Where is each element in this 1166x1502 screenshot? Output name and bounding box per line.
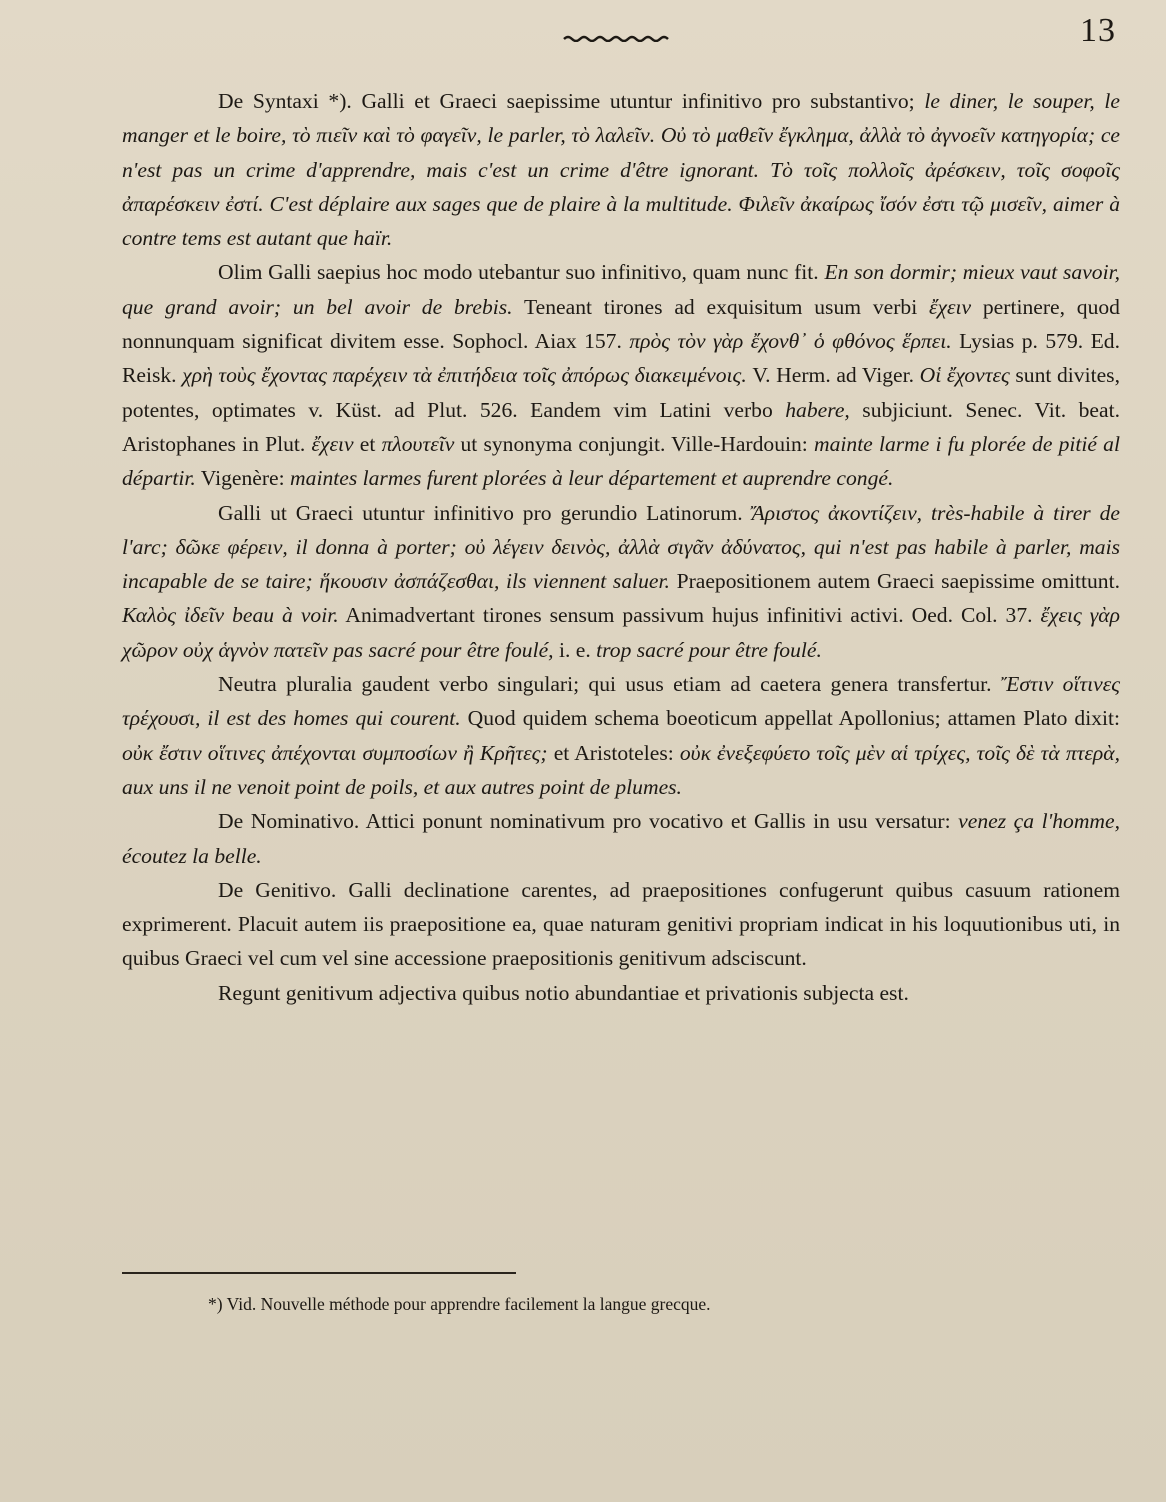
text-run: sunt divites, potentes, optimates v. Küst. ad Plut. 526. Eandem vim Latini verbo [122,363,1120,422]
italic-text: χρὴ τοὺς ἔχοντας παρέχειν τὰ ἐπιτήδεια τοῖς ἀπόρως διακειμένοις. [182,363,747,388]
text-run: Quod quidem schema boeoticum appellat Apollonius; attamen Plato dixit: [460,706,1120,731]
italic-text: ἔχειν [311,431,354,456]
italic-text: οὐκ ἐνεξεφύετο τοῖς μὲν αἱ τρίχες, τοῖς δὲ τὰ πτερὰ, aux uns il ne venoit point de poils, et aux autres point de plumes. [122,740,1120,799]
italic-text: Ἄριστος ἀκοντίζειν, très-habile à tirer de l'arc; δῶκε φέρειν, il donna à porter; οὐ λέγειν δεινὸς, ἀλλὰ σιγᾶν ἀδύνατος, qui n'est pas habile à parler, mais incapable de se taire; ἥκουσιν ἀσπάζεσθαι, ils viennent saluer. [122,500,1120,594]
text-run: Neutra pluralia gaudent verbo singulari; qui usus etiam ad caetera genera transfertur. [218,672,1001,697]
italic-text: venez ça l'homme, écoutez la belle. [122,809,1120,868]
text-run: Vigenère: [195,466,291,491]
italic-text: mainte larme i fu plorée de pitié al départir. [122,431,1120,491]
body-text [122,84,1120,1010]
text-run: Animadvertant tirones sensum passivum hujus infinitivi activi. Oed. Col. 37. [338,603,1041,628]
text-run: De Syntaxi *). Galli et Graeci saepissime utuntur infinitivo pro substantivo; [218,89,925,113]
text-run: i. e. [553,637,597,662]
text-run: Galli ut Graeci utuntur infinitivo pro gerundio Latinorum. [218,500,752,525]
italic-text: πρὸς τὸν γὰρ ἔχονθ᾽ ὁ φθόνος ἕρπει. [629,329,952,354]
footnote: *) Vid. Nouvelle méthode pour apprendre facilement la langue grecque. [208,1294,711,1314]
text-run: et Aristoteles: [547,740,680,765]
italic-text: Οἱ ἔχοντες [919,363,1010,388]
paragraph [122,667,1120,804]
italic-text: Καλὸς ἰδεῖν beau à voir. [122,603,339,628]
italic-text: maintes larmes furent plorées à leur département et auprendre congé. [290,466,894,491]
paragraph [122,496,1120,667]
paragraph [122,84,1120,255]
text-run: subjiciunt. Senec. Vit. beat. Aristophanes in Plut. [122,397,1121,456]
footnote-divider [122,1272,516,1274]
text-run: Praepositionem autem Graeci saepissime omittunt. [669,569,1120,594]
italic-text: ἔχεις γὰρ χῶρον οὐχ ἁγνὸν πατεῖν pas sacré pour être foulé, [122,603,1120,662]
text-run: V. Herm. ad Viger. [746,363,920,388]
text-run: et [353,431,382,456]
italic-text: le diner, le souper, le manger et le boire, τὸ πιεῖν καὶ τὸ φαγεῖν, le parler, τὸ λαλεῖν. Οὐ τὸ μαθεῖν ἔγκλημα, ἀλλὰ τὸ ἀγνοεῖν κατηγορία; ce n'est pas un crime d'apprendre, mais c'est un crime d'être ignorant. Τὸ τοῖς πολλοῖς ἀρέσκειν, τοῖς σοφοῖς ἀπαρέσκειν ἐστί. C'est déplaire aux sages que de plaire à la multitude. Φιλεῖν ἀκαίρως ἴσόν ἐστι τῷ μισεῖν, aimer à contre tems est autant que haïr. [122,89,1120,251]
paragraph [122,873,1120,976]
text-run: Lysias p. 579. Ed. Reisk. [122,329,1120,388]
header-ornament-icon [562,34,674,42]
paragraph [122,804,1120,873]
text-run: pertinere, quod nonnunquam significat divitem esse. Sophocl. Aiax 157. [122,294,1120,354]
text-run: ut synonyma conjungit. Ville-Hardouin: [454,431,814,456]
text-run: Regunt genitivum adjectiva quibus notio abundantiae et privationis subjecta est. [218,980,909,1005]
paragraph [122,255,1120,495]
text-run: Teneant tirones ad exquisitum usum verbi [512,294,929,319]
italic-text: Ἔστιν οἵτινες τρέχουσι, il est des homes qui courent. [122,672,1120,731]
italic-text: ἔχειν [928,294,972,319]
italic-text: οὐκ ἔστιν οἵτινες ἀπέχονται συμποσίων ἢ Κρῆτες; [122,740,548,765]
italic-text: habere, [785,397,850,422]
italic-text: πλουτεῖν [381,431,455,456]
text-run: De Nominativo. Attici ponunt nominativum pro vocativo et Gallis in usu versatur: [218,809,959,834]
page-number: 13 [1080,12,1116,49]
paragraph [122,976,1120,1010]
italic-text: En son dormir; mieux vaut savoir, que grand avoir; un bel avoir de brebis. [122,260,1120,319]
italic-text: trop sacré pour être foulé. [596,637,822,662]
text-run: Olim Galli saepius hoc modo utebantur suo infinitivo, quam nunc fit. [218,260,825,285]
text-run: De Genitivo. Galli declinatione carentes, ad praepositiones confugerunt quibus casuum rationem exprimerent. Placuit autem iis praepositione ea, quae naturam genitivi propriam indicat in his loquutionibus uti, in quibus Graeci vel cum vel sine accessione praepositionis genitivum adsciscunt. [122,877,1120,971]
